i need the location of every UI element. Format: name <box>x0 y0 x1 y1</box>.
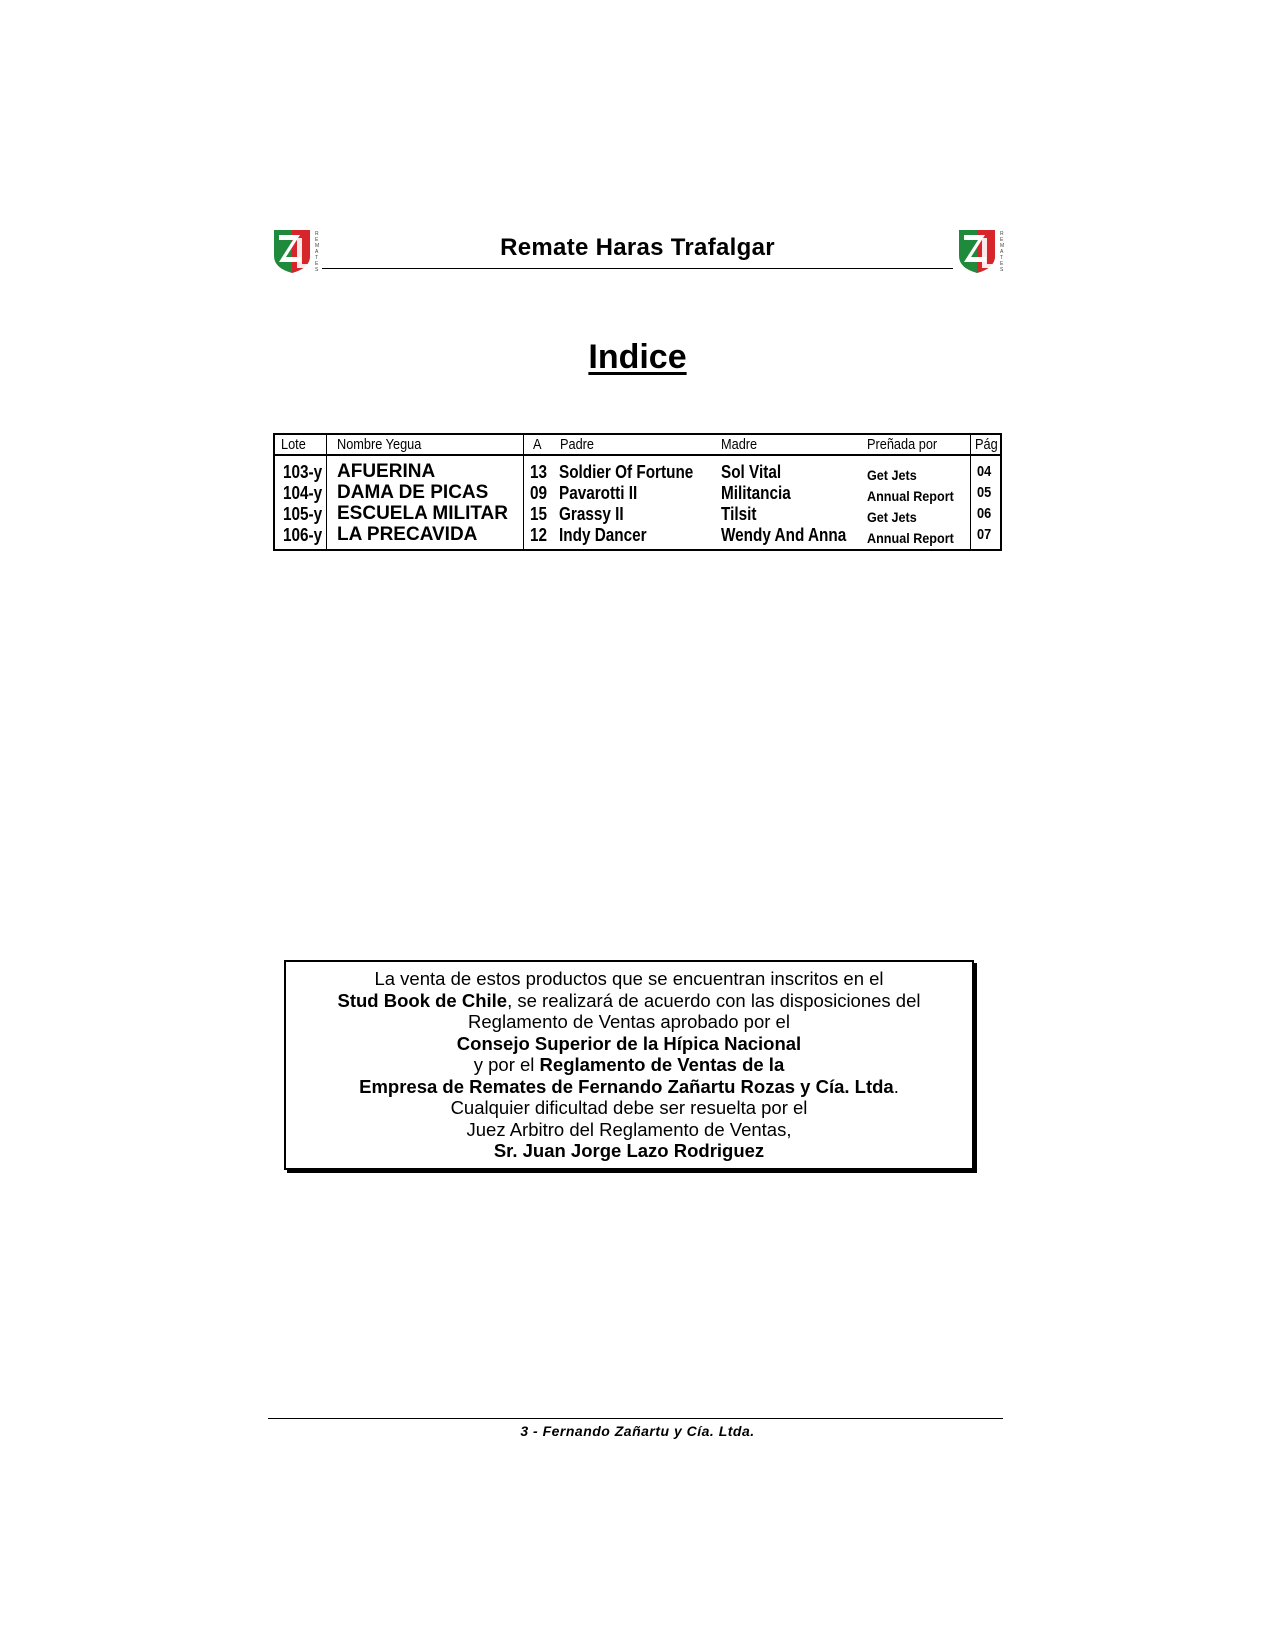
notice-text: , se realizará de acuerdo con las disposiciones del <box>507 989 921 1011</box>
table-cell-nombre: LA PRECAVIDA <box>337 524 478 545</box>
notice-line <box>286 1076 972 1098</box>
table-cell-padre: Soldier Of Fortune <box>559 462 694 482</box>
page-title: Indice <box>588 338 687 376</box>
table-cell-padre: Grassy II <box>559 504 624 524</box>
notice-line <box>286 1140 972 1162</box>
table-cell-a: 15 <box>530 504 548 524</box>
header-title: Remate Haras Trafalgar <box>500 234 775 261</box>
notice-bold-text: Reglamento de Ventas de la <box>539 1054 785 1075</box>
table-cell-pag: 04 <box>977 463 992 480</box>
notice-line <box>286 1054 972 1076</box>
sale-conditions-notice <box>284 960 974 1170</box>
table-cell-padre: Pavarotti II <box>559 483 638 503</box>
table-cell-a: 13 <box>530 462 548 482</box>
notice-text: Cualquier dificultad debe ser resuelta por el <box>450 1097 808 1118</box>
col-header-lote: Lote <box>281 436 306 453</box>
table-cell-a: 09 <box>530 483 548 503</box>
notice-text: . <box>893 1075 899 1097</box>
col-header-a: A <box>533 436 542 453</box>
table-cell-pag: 06 <box>977 505 992 522</box>
svg-text:E: E <box>315 261 319 267</box>
svg-text:A: A <box>315 249 319 255</box>
footer-rule <box>268 1418 1003 1419</box>
column-divider <box>523 435 524 549</box>
index-table <box>273 433 1002 551</box>
header-rule <box>322 268 953 269</box>
table-cell-prenada: Get Jets <box>867 467 917 483</box>
column-divider <box>326 435 327 549</box>
table-header-rule <box>275 454 1000 456</box>
table-cell-pag: 07 <box>977 526 992 543</box>
notice-line <box>286 1097 972 1119</box>
notice-text: Reglamento de Ventas aprobado por el <box>468 1011 790 1032</box>
notice-line <box>286 990 972 1012</box>
column-divider <box>970 435 971 549</box>
table-cell-nombre: DAMA DE PICAS <box>337 482 489 503</box>
table-cell-madre: Wendy And Anna <box>721 525 847 545</box>
table-cell-lote: 104-y <box>283 483 323 503</box>
svg-text:T: T <box>315 255 319 261</box>
zl-remates-logo <box>955 226 1005 274</box>
col-header-madre: Madre <box>721 436 758 453</box>
notice-bold-text: Empresa de Remates de Fernando Zañartu Rozas y Cía. Ltda <box>359 1075 894 1097</box>
page-footer: 3 - Fernando Zañartu y Cía. Ltda. <box>520 1423 755 1439</box>
notice-line <box>286 1033 972 1055</box>
table-cell-nombre: ESCUELA MILITAR <box>337 503 508 524</box>
table-cell-lote: 103-y <box>283 462 323 482</box>
table-cell-madre: Tilsit <box>721 504 757 524</box>
table-cell-prenada: Annual Report <box>867 530 954 546</box>
table-cell-prenada: Annual Report <box>867 488 954 504</box>
svg-text:S: S <box>315 267 319 273</box>
svg-text:T: T <box>1000 255 1004 261</box>
table-cell-a: 12 <box>530 525 548 545</box>
table-cell-padre: Indy Dancer <box>559 525 647 545</box>
svg-text:R: R <box>1000 231 1004 237</box>
zl-remates-logo <box>270 226 320 274</box>
table-cell-nombre: AFUERINA <box>337 461 436 482</box>
notice-text: Juez Arbitro del Reglamento de Ventas, <box>466 1118 792 1140</box>
table-cell-madre: Militancia <box>721 483 791 503</box>
notice-text: La venta de estos productos que se encuentran inscritos en el <box>374 968 884 989</box>
svg-text:E: E <box>315 237 319 243</box>
page-header <box>270 226 1005 276</box>
col-header-pag: Pág <box>975 436 998 453</box>
notice-bold-text: Stud Book de Chile <box>337 989 508 1011</box>
svg-text:E: E <box>1000 237 1004 243</box>
notice-line <box>286 1119 972 1141</box>
table-cell-pag: 05 <box>977 484 992 501</box>
notice-bold-text: Consejo Superior de la Hípica Nacional <box>456 1032 802 1054</box>
table-cell-madre: Sol Vital <box>721 462 782 482</box>
table-cell-lote: 105-y <box>283 504 323 524</box>
svg-text:M: M <box>1000 243 1005 249</box>
svg-text:S: S <box>1000 267 1004 273</box>
svg-text:E: E <box>1000 261 1004 267</box>
notice-line <box>286 1011 972 1033</box>
svg-text:A: A <box>1000 249 1004 255</box>
notice-line <box>286 968 972 990</box>
notice-text: y por el <box>473 1054 540 1075</box>
col-header-padre: Padre <box>560 436 595 453</box>
svg-text:M: M <box>315 243 320 249</box>
col-header-prenada: Preñada por <box>867 436 938 453</box>
col-header-nombre: Nombre Yegua <box>337 436 422 453</box>
table-cell-lote: 106-y <box>283 525 323 545</box>
table-cell-prenada: Get Jets <box>867 509 917 525</box>
svg-text:R: R <box>315 231 319 237</box>
notice-bold-text: Sr. Juan Jorge Lazo Rodriguez <box>493 1140 765 1161</box>
